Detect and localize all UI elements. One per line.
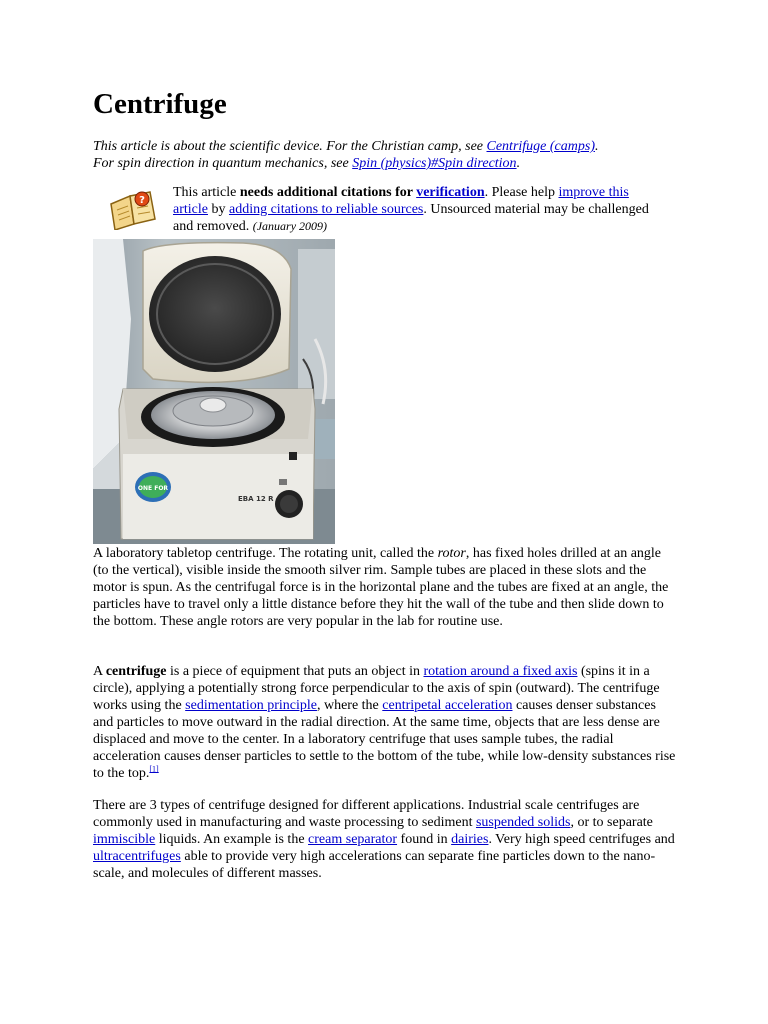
suspended-solids-link[interactable]: suspended solids — [475, 815, 571, 830]
para-text: , or to separate — [570, 815, 653, 830]
spin-physics-link[interactable]: Spin (physics)#Spin direction — [352, 156, 517, 171]
para-text: able to provide very high accelerations can separate fine particles down to the nano-scale, and molecules of different masses. — [93, 849, 656, 881]
cream-separator-link[interactable]: cream separator — [308, 832, 398, 847]
hatnote-text: . — [594, 139, 599, 154]
para-text: liquids. An example is the — [155, 832, 309, 847]
image-caption — [93, 545, 678, 630]
notice-text: . Unsourced material may be challenged and removed. — [173, 202, 649, 234]
hatnote-text: This article is about the scientific device. For the Christian camp, see — [93, 139, 487, 154]
centripetal-acceleration-link[interactable]: centripetal acceleration — [382, 698, 513, 713]
immiscible-link[interactable]: immiscible — [93, 832, 156, 847]
model-label: EBA 12 R — [238, 495, 274, 503]
improve-article-link[interactable]: improve this article — [173, 185, 629, 217]
paragraph-2 — [93, 797, 678, 882]
citation-notice — [173, 184, 663, 235]
hatnote-text: For spin direction in quantum mechanics, see — [93, 156, 353, 171]
badge-label: ONE FOR — [137, 485, 169, 492]
dairies-link[interactable]: dairies — [451, 832, 489, 847]
reference-link[interactable]: [1] — [149, 764, 159, 774]
para-bold: centrifuge — [105, 664, 167, 679]
para-text: causes denser substances and particles to move outward in the radial direction. At the same time, objects that are less dense are displaced and move to the center. In a laboratory centrifuge that uses sample tubes, the radial acceleration causes denser particles to settle to the bottom of the tube, while low-density substances rise to the top. — [93, 698, 676, 781]
para-text: (spins it in a circle), applying a potentially strong force perpendicular to the axis of spin (outward). The centrifuge works using the — [93, 664, 660, 713]
hatnote-text: . — [516, 156, 521, 171]
notice-text: by — [207, 202, 229, 217]
para-text: is a piece of equipment that puts an object in — [166, 664, 424, 679]
book-question-icon — [108, 190, 158, 230]
centrifuge-camps-link[interactable]: Centrifuge (camps) — [486, 139, 595, 154]
notice-text: . Please help — [484, 185, 559, 200]
para-text: found in — [397, 832, 452, 847]
notice-date: (January 2009) — [252, 219, 328, 233]
notice-text: This article — [173, 185, 240, 200]
page-title: Centrifuge — [93, 88, 227, 120]
para-text: There are 3 types of centrifuge designed for different applications. Industrial scale centrifuges are commonly used in manufacturing and waste processing to sediment — [93, 798, 640, 830]
notice-bold: needs additional citations for — [239, 185, 417, 200]
para-text: , where the — [316, 698, 383, 713]
caption-text: A laboratory tabletop centrifuge. The rotating unit, called the — [93, 546, 438, 561]
paragraph-1 — [93, 663, 678, 782]
caption-text: , has fixed holes drilled at an angle (to the vertical), visible inside the smooth silver rim. Sample tubes are placed in these slots and the motor is spun. As the centrifugal force is in the horizontal plane and the tubes are fixed at an angle, the particles have to travel only a little distance before they hit the wall of the tube and then slide down to the bottom. These angle rotors are very popular in the lab for routine use. — [93, 546, 669, 629]
hatnote — [93, 138, 693, 172]
centrifuge-photo — [93, 239, 335, 544]
caption-italic: rotor — [437, 546, 466, 561]
svg-text:?: ? — [139, 195, 145, 206]
sedimentation-link[interactable]: sedimentation principle — [185, 698, 317, 713]
rotation-axis-link[interactable]: rotation around a fixed axis — [423, 664, 578, 679]
adding-citations-link[interactable]: adding citations to reliable sources — [228, 202, 424, 217]
verification-link[interactable]: verification — [416, 185, 485, 200]
ultracentrifuges-link[interactable]: ultracentrifuges — [93, 849, 181, 864]
para-text: A — [93, 664, 106, 679]
para-text: . Very high speed centrifuges and — [488, 832, 675, 847]
